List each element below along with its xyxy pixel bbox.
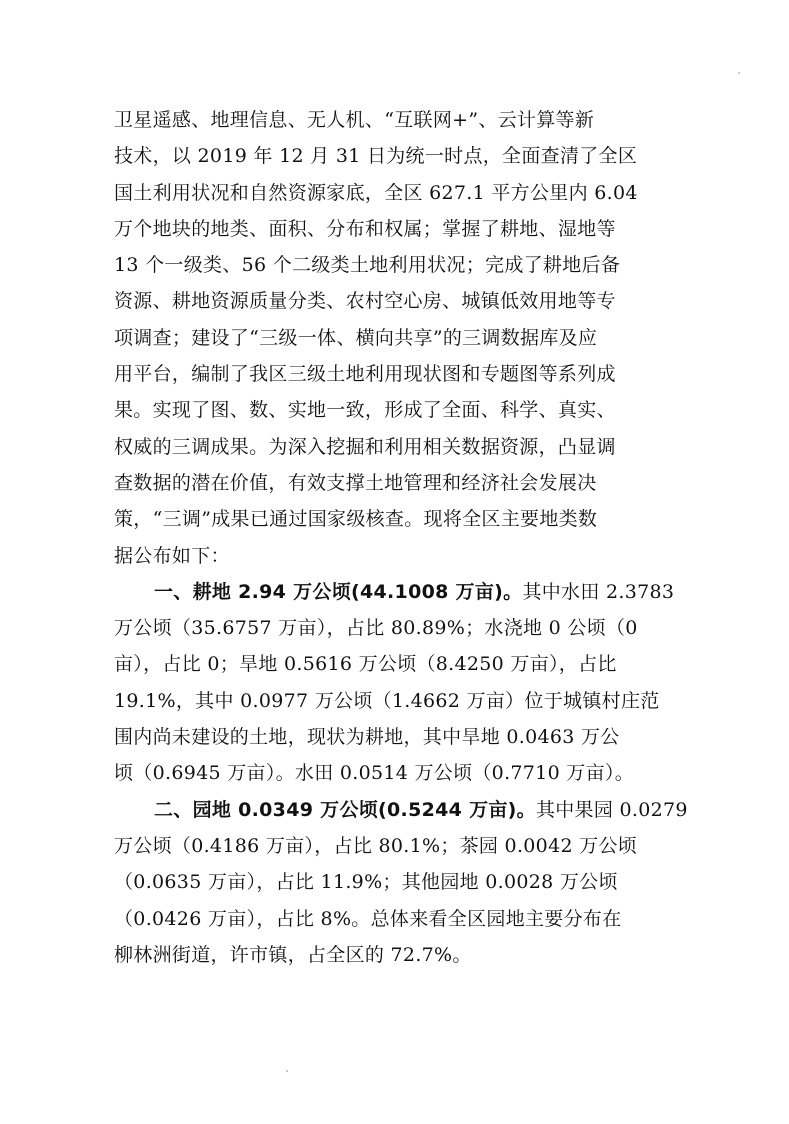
section-heading: 一、耕地 2.94 万公顷(44.1008 万亩)。 — [154, 580, 523, 603]
scan-speck — [738, 72, 740, 74]
text-line: 19.1%，其中 0.0977 万公顷（1.4662 万亩）位于城镇村庄范 — [114, 689, 660, 712]
text-line: 万公顷（35.6757 万亩），占比 80.89%；水浇地 0 公顷（0 — [114, 617, 638, 640]
section-first-line — [114, 792, 688, 828]
text-line: 柳林洲街道，许市镇，占全区的 72.7%。 — [114, 943, 472, 966]
text-line: 果。实现了图、数、实地一致，形成了全面、科学、真实、 — [114, 399, 616, 422]
text-line: 国土利用状况和自然资源家底，全区 627.1 平方公里内 6.04 — [114, 181, 638, 204]
text-line: 顷（0.6945 万亩）。水田 0.0514 万公顷（0.7710 万亩）。 — [114, 762, 635, 785]
text-line: 查数据的潜在价值，有效支撑土地管理和经济社会发展决 — [114, 471, 597, 494]
text-line: 万个地块的地类、面积、分布和权属；掌握了耕地、湿地等 — [114, 217, 616, 240]
text-line: 万公顷（0.4186 万亩），占比 80.1%；茶园 0.0042 万公顷 — [114, 834, 638, 857]
section-first-line — [114, 574, 684, 610]
text-run: 其中水田 2.3783 — [522, 580, 675, 603]
text-line: 资源、耕地资源质量分类、农村空心房、城镇低效用地等专 — [114, 290, 616, 313]
text-line: 围内尚未建设的土地，现状为耕地，其中旱地 0.0463 万公 — [114, 726, 620, 749]
text-line: 亩），占比 0；旱地 0.5616 万公顷（8.4250 万亩），占比 — [114, 653, 617, 676]
text-run: 其中果园 0.0279 — [535, 798, 688, 821]
text-line: 卫星遥感、地理信息、无人机、“互联网+”、云计算等新 — [114, 109, 595, 131]
section-cultivated-land — [114, 574, 684, 792]
text-line: 项调查；建设了“三级一体、横向共享”的三调数据库及应 — [114, 326, 598, 349]
section-heading: 二、园地 0.0349 万公顷(0.5244 万亩)。 — [154, 798, 536, 821]
text-line: （0.0635 万亩），占比 11.9%；其他园地 0.0028 万公顷 — [114, 871, 618, 894]
text-line: 用平台，编制了我区三级土地利用现状图和专题图等系列成 — [114, 363, 616, 386]
intro-paragraph — [114, 102, 684, 574]
text-line: 技术，以 2019 年 12 月 31 日为统一时点，全面查清了全区 — [114, 145, 638, 168]
document-body — [114, 102, 688, 973]
text-line: （0.0426 万亩），占比 8%。总体来看全区园地主要分布在 — [114, 907, 622, 930]
text-line: 13 个一级类、56 个二级类土地利用状况；完成了耕地后备 — [114, 254, 621, 277]
text-line: 权威的三调成果。为深入挖掘和利用相关数据资源，凸显调 — [114, 435, 616, 458]
text-line: 据公布如下： — [114, 544, 230, 567]
section-garden-land — [114, 792, 688, 973]
text-line: 策，“三调”成果已通过国家级核查。现将全区主要地类数 — [114, 508, 598, 531]
scan-speck — [286, 1070, 288, 1072]
